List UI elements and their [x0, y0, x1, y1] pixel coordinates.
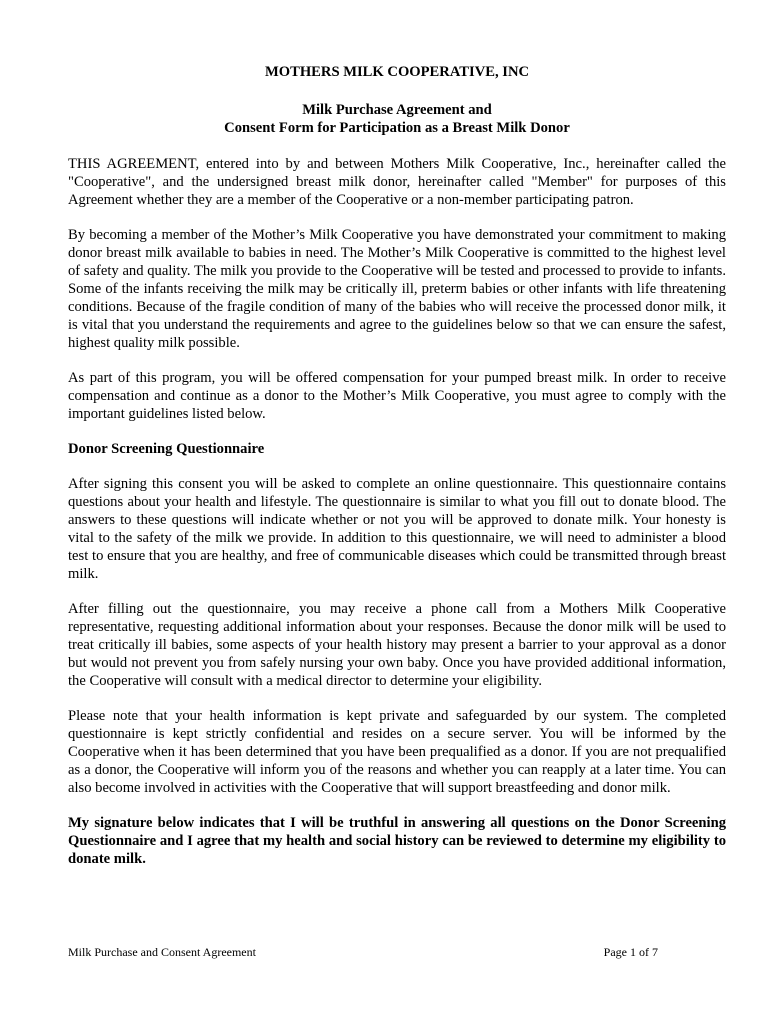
section-heading-questionnaire: Donor Screening Questionnaire [68, 441, 265, 457]
document-body [68, 63, 726, 885]
agreement-paragraph: THIS AGREEMENT, entered into by and between Mothers Milk Cooperative, Inc., hereinafter called the "Cooperative", and the undersigned breast milk donor, hereinafter called "Member" for purposes of this Agreement whether they are a member of the Cooperative or a non-member participating patron. [68, 156, 726, 208]
questionnaire-paragraph: After signing this consent you will be asked to complete an online questionnaire. This questionnaire contains questions about your health and lifestyle. The questionnaire is similar to what you fill out to donate blood. The answers to these questions will indicate whether or not you will be approved to donate milk. Your honesty is vital to the safety of the milk we provide. In addition to this questionnaire, we will need to administer a blood test to ensure that you are healthy, and free of communicable diseases which could be transmitted through breast milk. [68, 476, 726, 582]
signature-statement: My signature below indicates that I will be truthful in answering all questions on the Donor Screening Questionnaire and I agree that my health and social history can be reviewed to determine my eligibility to donate milk. [68, 815, 726, 867]
footer-page-number: Page 1 of 7 [603, 945, 658, 959]
privacy-paragraph: Please note that your health information is kept private and safeguarded by our system. The completed questionnaire is kept strictly confidential and resides on a secure server. You will be informed by the Cooperative when it has been determined that you have been prequalified as a donor. If you are not prequalified as a donor, the Cooperative will inform you of the reasons and whether you can reapply at a later time. You can also become involved in activities with the Cooperative that will support breastfeeding and donor milk. [68, 708, 726, 796]
footer-document-title: Milk Purchase and Consent Agreement [68, 945, 256, 959]
followup-paragraph: After filling out the questionnaire, you may receive a phone call from a Mothers Milk Cooperative representative, requesting additional information about your responses. Because the donor milk will be used to treat critically ill babies, some aspects of your health history may present a barrier to your approval as a donor but would not prevent you from safely nursing your own baby. Once you have provided additional information, the Cooperative will consult with a medical director to determine your eligibility. [68, 601, 726, 689]
agreement-title-line1: Milk Purchase Agreement and [302, 102, 492, 118]
organization-title: MOTHERS MILK COOPERATIVE, INC [264, 64, 530, 80]
agreement-title-line2: Consent Form for Participation as a Breast Milk Donor [224, 120, 570, 136]
compensation-paragraph: As part of this program, you will be offered compensation for your pumped breast milk. In order to receive compensation and continue as a donor to the Mother’s Milk Cooperative, you must agree to comply with the important guidelines listed below. [68, 370, 726, 422]
membership-paragraph: By becoming a member of the Mother’s Milk Cooperative you have demonstrated your commitment to making donor breast milk available to babies in need. The Mother’s Milk Cooperative is committed to the highest level of safety and quality. The milk you provide to the Cooperative will be tested and processed to provide to infants. Some of the infants receiving the milk may be critically ill, preterm babies or other infants with life threatening conditions. Because of the fragile condition of many of the babies who will receive the processed donor milk, it is vital that you understand the requirements and agree to the guidelines below so that we can ensure the safest, highest quality milk possible. [68, 227, 726, 351]
